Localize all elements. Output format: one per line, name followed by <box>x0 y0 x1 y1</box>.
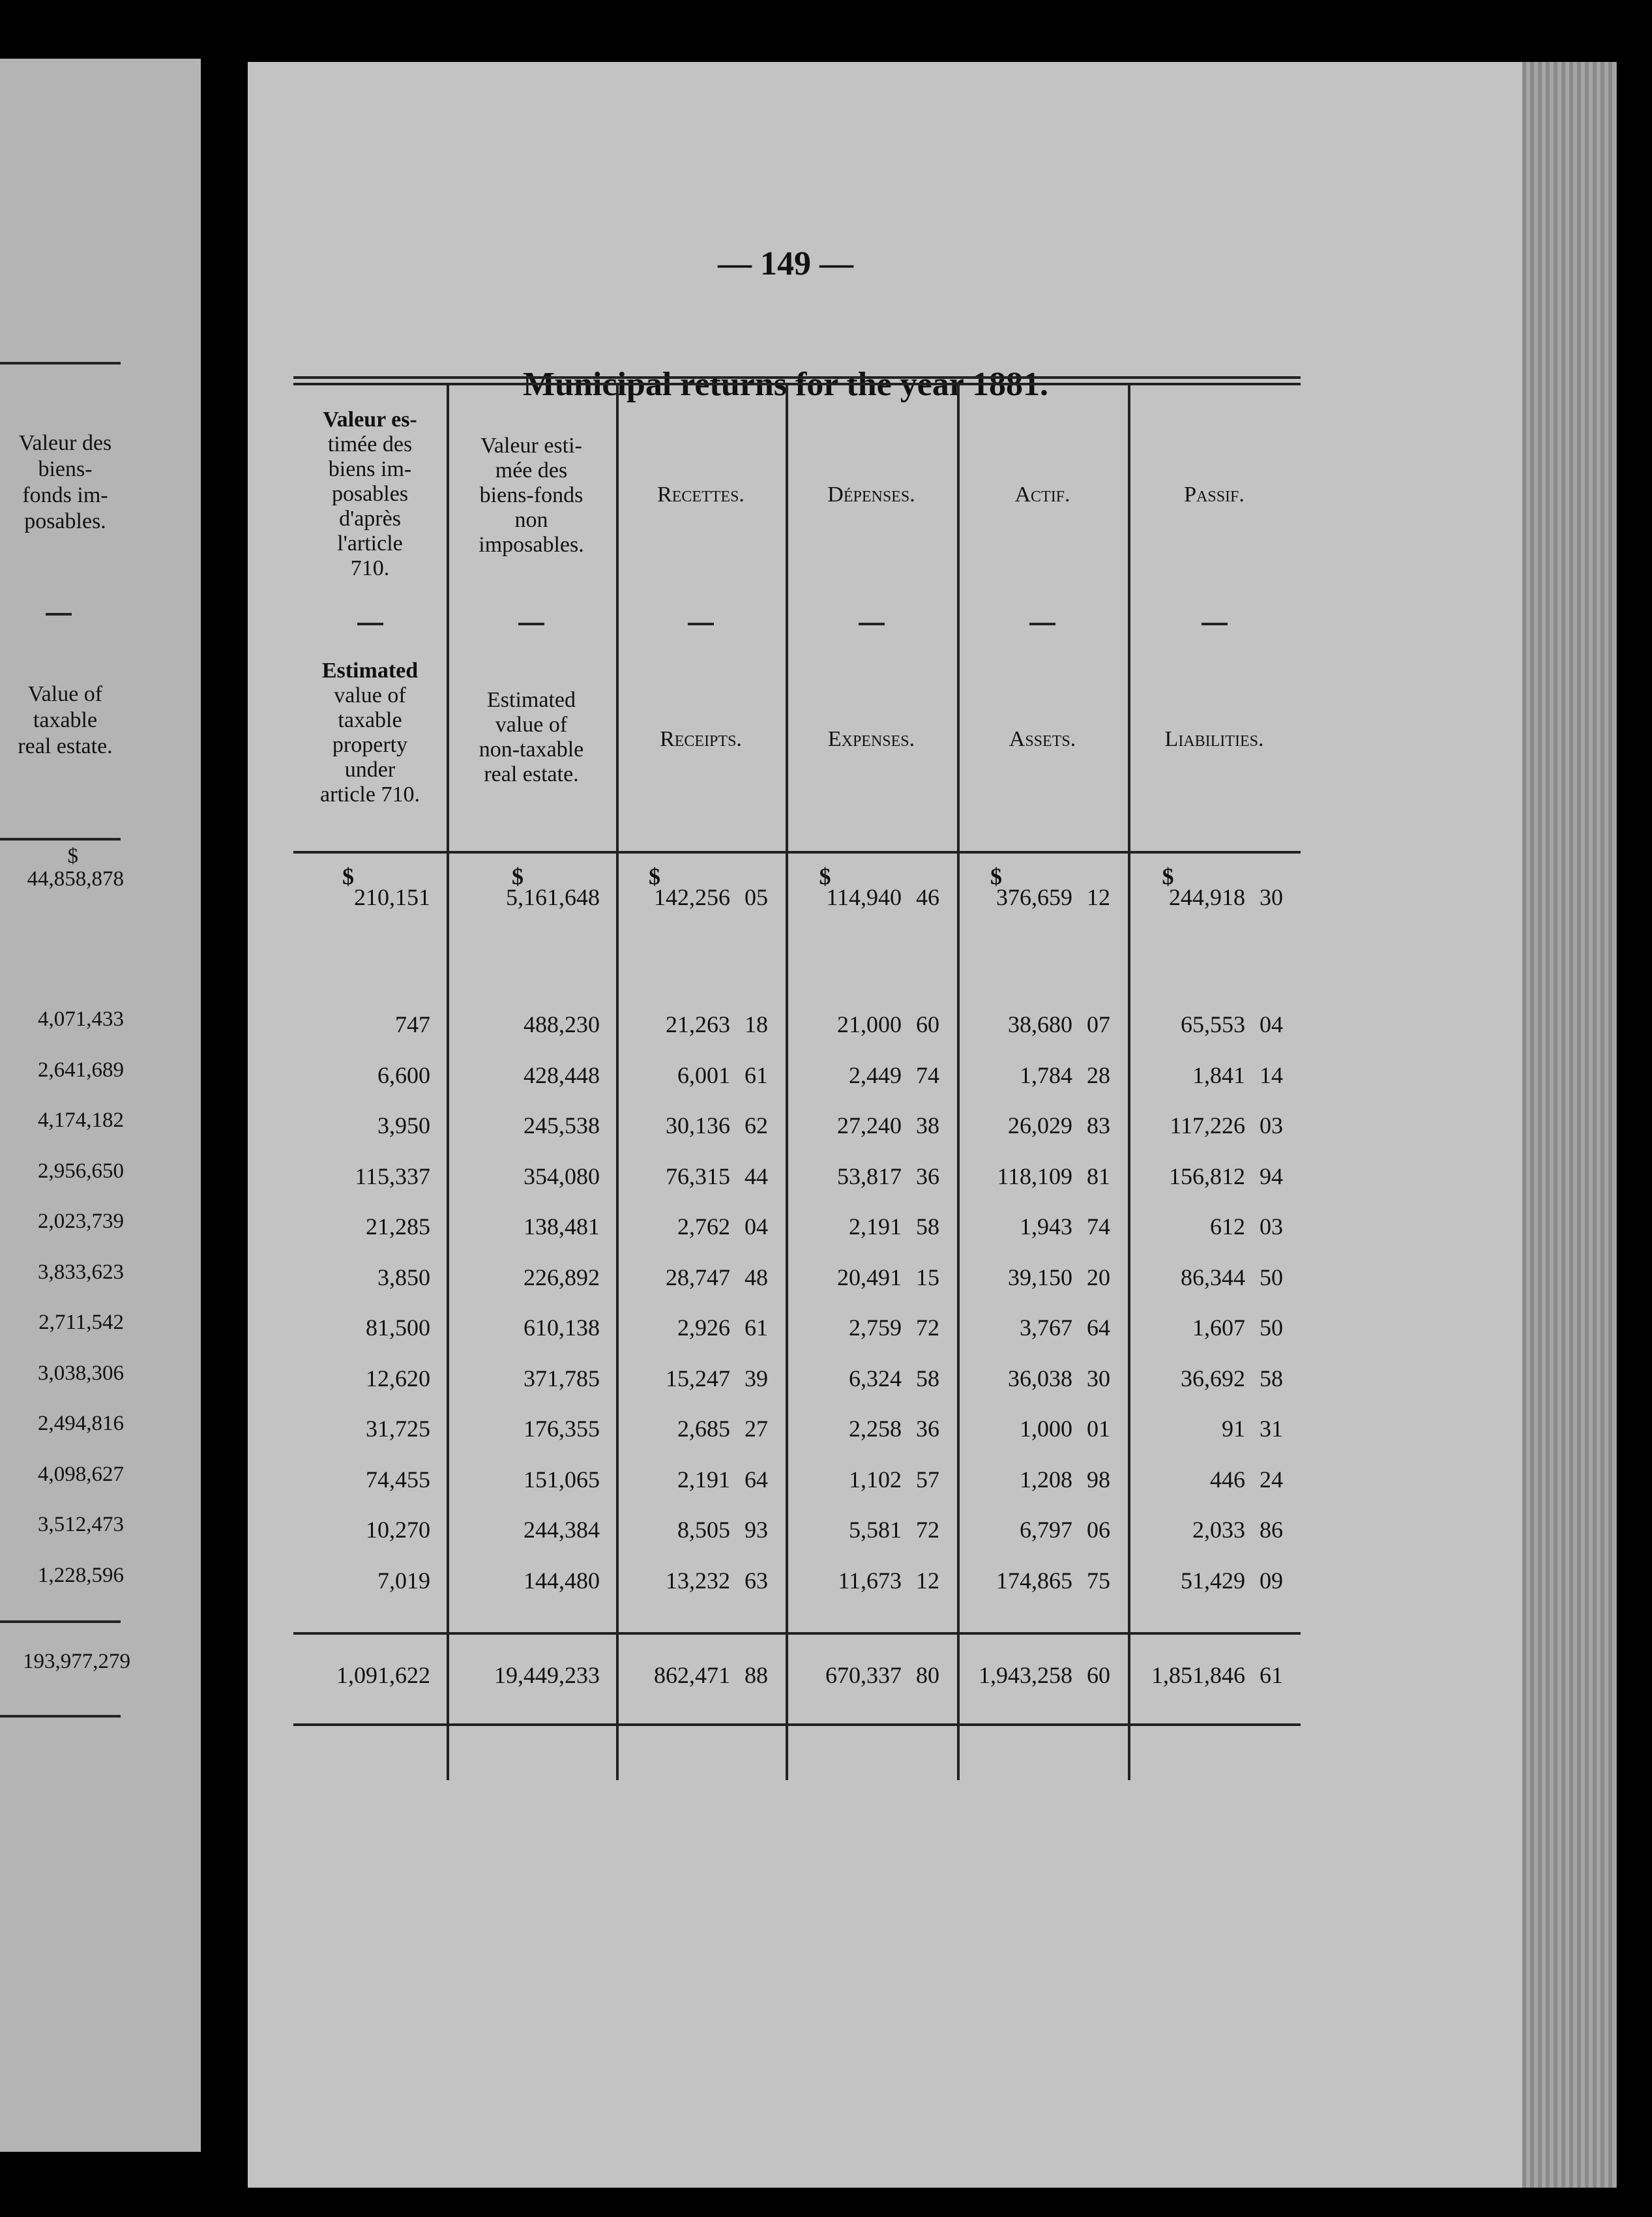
table-row-dollars: 21,263 <box>666 1011 730 1037</box>
table-row-cents: 36 <box>916 1163 939 1189</box>
left-rule <box>0 362 121 365</box>
table-row-cents: 72 <box>916 1315 939 1341</box>
table-row-dollars: 376,659 <box>996 884 1072 910</box>
header-dash <box>1029 623 1055 625</box>
totals-row-dollars: 1,943,258 <box>979 1662 1072 1688</box>
table-row-dollars: 28,747 <box>666 1264 730 1290</box>
column-header-fr: biens im- <box>328 457 412 481</box>
table-row-cents: 12 <box>1087 884 1110 910</box>
column-header-en: real estate. <box>484 762 579 786</box>
left-value: 2,956,650 <box>38 1159 124 1183</box>
table-row-cents: 04 <box>745 1213 768 1240</box>
left-value: 3,038,306 <box>38 1361 124 1385</box>
table-row-value: 81,500 <box>366 1315 430 1341</box>
dollar-sign: $ <box>819 863 831 889</box>
left-value: 2,641,689 <box>38 1058 124 1082</box>
table-row-cents: 83 <box>1087 1112 1110 1138</box>
table-row-cents: 50 <box>1260 1315 1283 1341</box>
table-row-dollars: 86,344 <box>1181 1264 1245 1290</box>
table-row-cents: 62 <box>745 1112 768 1138</box>
table-row-cents: 94 <box>1260 1163 1283 1189</box>
left-page-fragment <box>0 59 201 2152</box>
column-header-fr: l'article <box>337 531 403 556</box>
table-row-cents: 04 <box>1260 1011 1283 1037</box>
column-header-fr: Valeur es- <box>323 408 417 432</box>
column-header-en: Estimated <box>321 659 419 683</box>
left-value: 4,071,433 <box>38 1007 124 1031</box>
column-header-fr: Dépenses. <box>827 483 915 507</box>
table-row-dollars: 244,918 <box>1169 884 1245 910</box>
table-row-dollars: 612 <box>1210 1213 1245 1240</box>
table-row-dollars: 118,109 <box>997 1163 1072 1189</box>
table-row-dollars: 114,940 <box>826 884 902 910</box>
table-row-dollars: 2,762 <box>677 1213 730 1240</box>
left-header-dash <box>46 613 72 616</box>
totals-row-cents: 80 <box>916 1662 939 1688</box>
left-value: 3,833,623 <box>38 1260 124 1284</box>
table-row-dollars: 1,841 <box>1192 1062 1245 1088</box>
table-row-dollars: 156,812 <box>1169 1163 1245 1189</box>
table-row-value: 7,019 <box>377 1567 430 1594</box>
left-header-en: Value of <box>27 682 103 706</box>
table-row-cents: 28 <box>1087 1062 1110 1088</box>
table-row-cents: 60 <box>916 1011 939 1037</box>
table-row-value: 354,080 <box>524 1163 600 1189</box>
left-value: 4,174,182 <box>38 1108 124 1132</box>
table-row-value: 74,455 <box>366 1466 430 1493</box>
table-row-dollars: 6,797 <box>1020 1517 1072 1543</box>
table-row-value: 371,785 <box>524 1365 600 1391</box>
table-row-cents: 39 <box>745 1365 768 1391</box>
table-row-cents: 74 <box>916 1062 939 1088</box>
table-row-value: 3,850 <box>377 1264 430 1290</box>
table-row-dollars: 76,315 <box>666 1163 730 1189</box>
table-row-cents: 14 <box>1260 1062 1283 1088</box>
table-row-dollars: 21,000 <box>837 1011 902 1037</box>
table-row-cents: 36 <box>916 1416 939 1442</box>
dollar-sign: $ <box>649 863 660 889</box>
page <box>248 62 1522 2188</box>
table-row-dollars: 2,191 <box>677 1466 730 1493</box>
table-row-cents: 03 <box>1260 1112 1283 1138</box>
table-row-dollars: 27,240 <box>837 1112 902 1138</box>
column-header-en: taxable <box>338 708 402 732</box>
table-row-cents: 93 <box>745 1517 768 1543</box>
table-row-value: 226,892 <box>524 1264 600 1290</box>
table-row-cents: 30 <box>1087 1365 1110 1391</box>
table-top-rule <box>293 376 1301 379</box>
table-row-cents: 98 <box>1087 1466 1110 1493</box>
column-header-fr: d'après <box>339 507 401 531</box>
table-row-dollars: 36,038 <box>1008 1365 1072 1391</box>
table-row-dollars: 65,553 <box>1181 1011 1245 1037</box>
table-row-dollars: 15,247 <box>666 1365 730 1391</box>
table-row-value: 610,138 <box>524 1315 600 1341</box>
table-row-dollars: 2,033 <box>1192 1517 1245 1543</box>
table-row-dollars: 117,226 <box>1170 1112 1245 1138</box>
table-row-cents: 31 <box>1260 1416 1283 1442</box>
page-number: — 149 — <box>718 245 853 282</box>
table-row-dollars: 446 <box>1210 1466 1245 1493</box>
column-header-en: under <box>344 758 396 782</box>
totals-row-cents: 61 <box>1260 1662 1283 1688</box>
table-row-cents: 61 <box>745 1062 768 1088</box>
column-header-en: non-taxable <box>479 737 584 762</box>
table-row-value: 21,285 <box>366 1213 430 1240</box>
totals-row-dollars: 862,471 <box>654 1662 730 1688</box>
table-row-dollars: 1,102 <box>849 1466 902 1493</box>
column-header-fr: imposables. <box>479 533 584 557</box>
left-value: 2,711,542 <box>38 1311 124 1334</box>
column-header-fr: non <box>514 508 548 532</box>
column-header-fr: Valeur esti- <box>480 434 582 458</box>
table-row-cents: 46 <box>916 884 939 910</box>
table-row-cents: 03 <box>1260 1213 1283 1240</box>
table-row-cents: 72 <box>916 1517 939 1543</box>
table-row-cents: 61 <box>745 1315 768 1341</box>
totals-row-dollars: 1,851,846 <box>1151 1662 1245 1688</box>
header-bottom-rule <box>293 851 1301 854</box>
left-value: 1,228,596 <box>38 1563 124 1587</box>
table-row-cents: 48 <box>745 1264 768 1290</box>
table-row-cents: 12 <box>916 1567 939 1594</box>
column-header-fr: biens-fonds <box>479 483 583 507</box>
table-row-dollars: 142,256 <box>654 884 730 910</box>
dollar-sign: $ <box>342 863 354 889</box>
table-row-cents: 01 <box>1087 1416 1110 1442</box>
table-row-dollars: 13,232 <box>666 1567 730 1594</box>
table-row-dollars: 3,767 <box>1020 1315 1072 1341</box>
column-header-fr: Actif. <box>1014 483 1070 507</box>
table-row-value: 151,065 <box>524 1466 600 1493</box>
table-row-cents: 44 <box>745 1163 768 1189</box>
table-row-cents: 81 <box>1087 1163 1110 1189</box>
header-dash <box>1202 623 1228 625</box>
totals-row-value: 1,091,622 <box>336 1662 430 1688</box>
table-row-dollars: 2,258 <box>849 1416 902 1442</box>
column-header-fr: posables <box>331 482 409 506</box>
table-row-cents: 18 <box>745 1011 768 1037</box>
table-row-cents: 58 <box>916 1365 939 1391</box>
table-row-dollars: 6,324 <box>849 1365 902 1391</box>
left-value: 4,098,627 <box>38 1462 124 1486</box>
table-row-cents: 86 <box>1260 1517 1283 1543</box>
table-row-cents: 58 <box>1260 1365 1283 1391</box>
table-row-value: 488,230 <box>524 1011 600 1037</box>
left-header-fr: biens- <box>38 457 93 481</box>
dollar-sign: $ <box>1162 863 1174 889</box>
table-row-cents: 30 <box>1260 884 1283 910</box>
column-header-en: property <box>332 733 408 757</box>
totals-top-rule <box>293 1632 1301 1635</box>
table-row-cents: 64 <box>1087 1315 1110 1341</box>
left-header-fr: fonds im- <box>22 483 108 507</box>
column-header-en: article 710. <box>320 782 420 807</box>
table-row-dollars: 2,759 <box>849 1315 902 1341</box>
table-row-dollars: 1,000 <box>1020 1416 1072 1442</box>
table-row-value: 244,384 <box>524 1517 600 1543</box>
table-row-dollars: 2,685 <box>677 1416 730 1442</box>
table-row-value: 245,538 <box>524 1112 600 1138</box>
left-rule <box>0 1620 121 1623</box>
table-row-value: 5,161,648 <box>506 884 600 910</box>
table-row-cents: 06 <box>1087 1517 1110 1543</box>
table-row-dollars: 1,607 <box>1192 1315 1245 1341</box>
left-rule <box>0 838 121 841</box>
totals-row-cents: 60 <box>1087 1662 1110 1688</box>
table-row-value: 144,480 <box>524 1567 600 1594</box>
left-total: 193,977,279 <box>23 1650 130 1673</box>
column-header-fr: Recettes. <box>657 483 745 507</box>
table-row-value: 12,620 <box>366 1365 430 1391</box>
table-row-dollars: 5,581 <box>849 1517 902 1543</box>
left-value: 44,858,878 <box>27 867 124 891</box>
table-row-dollars: 38,680 <box>1008 1011 1072 1037</box>
column-header-en: Estimated <box>487 688 576 712</box>
table-row-cents: 20 <box>1087 1264 1110 1290</box>
table-row-value: 747 <box>395 1011 430 1037</box>
left-header-fr: Valeur des <box>18 431 112 455</box>
header-dash <box>688 623 714 625</box>
table-row-dollars: 2,191 <box>849 1213 902 1240</box>
column-header-en: Receipts. <box>660 727 742 751</box>
table-row-value: 210,151 <box>354 884 430 910</box>
totals-row-cents: 88 <box>745 1662 768 1688</box>
table-row-value: 6,600 <box>377 1062 430 1088</box>
left-header-en: real estate. <box>18 734 113 758</box>
left-rule <box>0 1715 121 1718</box>
table-row-cents: 50 <box>1260 1264 1283 1290</box>
dollar-sign: $ <box>512 863 524 889</box>
column-header-en: Liabilities. <box>1164 727 1264 751</box>
table-row-value: 428,448 <box>524 1062 600 1088</box>
table-row-cents: 05 <box>745 884 768 910</box>
table-row-cents: 15 <box>916 1264 939 1290</box>
header-dash <box>859 623 885 625</box>
left-dollar: $ <box>67 844 78 868</box>
table-row-cents: 57 <box>916 1466 939 1493</box>
totals-row-value: 19,449,233 <box>494 1662 600 1688</box>
column-header-fr: mée des <box>495 458 568 483</box>
table-row-cents: 09 <box>1260 1567 1283 1594</box>
table-row-cents: 58 <box>916 1213 939 1240</box>
table-row-dollars: 2,926 <box>677 1315 730 1341</box>
left-header-fr: posables. <box>24 509 106 533</box>
left-value: 2,494,816 <box>38 1412 124 1435</box>
table-row-value: 10,270 <box>366 1517 430 1543</box>
column-header-en: Expenses. <box>827 727 915 751</box>
column-header-en: Assets. <box>1009 727 1076 751</box>
table-row-cents: 38 <box>916 1112 939 1138</box>
header-dash <box>518 623 544 625</box>
table-top-rule-2 <box>293 383 1301 385</box>
header-dash <box>357 623 383 625</box>
table-row-cents: 74 <box>1087 1213 1110 1240</box>
left-value: 3,512,473 <box>38 1513 124 1536</box>
table-row-dollars: 6,001 <box>677 1062 730 1088</box>
table-row-dollars: 174,865 <box>996 1567 1072 1594</box>
table-row-dollars: 1,208 <box>1020 1466 1072 1493</box>
table-row-value: 31,725 <box>366 1416 430 1442</box>
table-row-dollars: 2,449 <box>849 1062 902 1088</box>
table-row-dollars: 8,505 <box>677 1517 730 1543</box>
table-row-dollars: 11,673 <box>838 1567 902 1594</box>
table-row-dollars: 30,136 <box>666 1112 730 1138</box>
table-row-dollars: 39,150 <box>1008 1264 1072 1290</box>
page-title: Municipal returns for the year 1881. <box>523 366 1048 403</box>
table-row-dollars: 36,692 <box>1181 1365 1245 1391</box>
table-row-dollars: 26,029 <box>1008 1112 1072 1138</box>
table-row-dollars: 1,784 <box>1020 1062 1072 1088</box>
column-header-fr: 710. <box>350 556 390 580</box>
table-row-cents: 64 <box>745 1466 768 1493</box>
table-row-cents: 75 <box>1087 1567 1110 1594</box>
table-row-value: 176,355 <box>524 1416 600 1442</box>
left-value: 2,023,739 <box>38 1210 124 1233</box>
table-row-cents: 27 <box>745 1416 768 1442</box>
column-header-fr: timée des <box>327 432 413 456</box>
table-row-dollars: 1,943 <box>1020 1213 1072 1240</box>
table-row-dollars: 91 <box>1222 1416 1245 1442</box>
table-row-cents: 63 <box>745 1567 768 1594</box>
table-row-cents: 07 <box>1087 1011 1110 1037</box>
left-header-en: taxable <box>33 708 98 732</box>
table-row-dollars: 20,491 <box>837 1264 902 1290</box>
table-bottom-rule <box>293 1723 1301 1726</box>
page-edge <box>1522 62 1617 2188</box>
column-header-en: value of <box>495 713 568 737</box>
table-row-dollars: 53,817 <box>837 1163 902 1189</box>
column-header-en: value of <box>334 683 406 707</box>
totals-row-dollars: 670,337 <box>825 1662 902 1688</box>
dollar-sign: $ <box>990 863 1002 889</box>
column-header-fr: Passif. <box>1184 483 1245 507</box>
table-row-value: 3,950 <box>377 1112 430 1138</box>
table-row-dollars: 51,429 <box>1181 1567 1245 1594</box>
table-row-cents: 24 <box>1260 1466 1283 1493</box>
table-row-value: 138,481 <box>524 1213 600 1240</box>
table-row-value: 115,337 <box>355 1163 430 1189</box>
